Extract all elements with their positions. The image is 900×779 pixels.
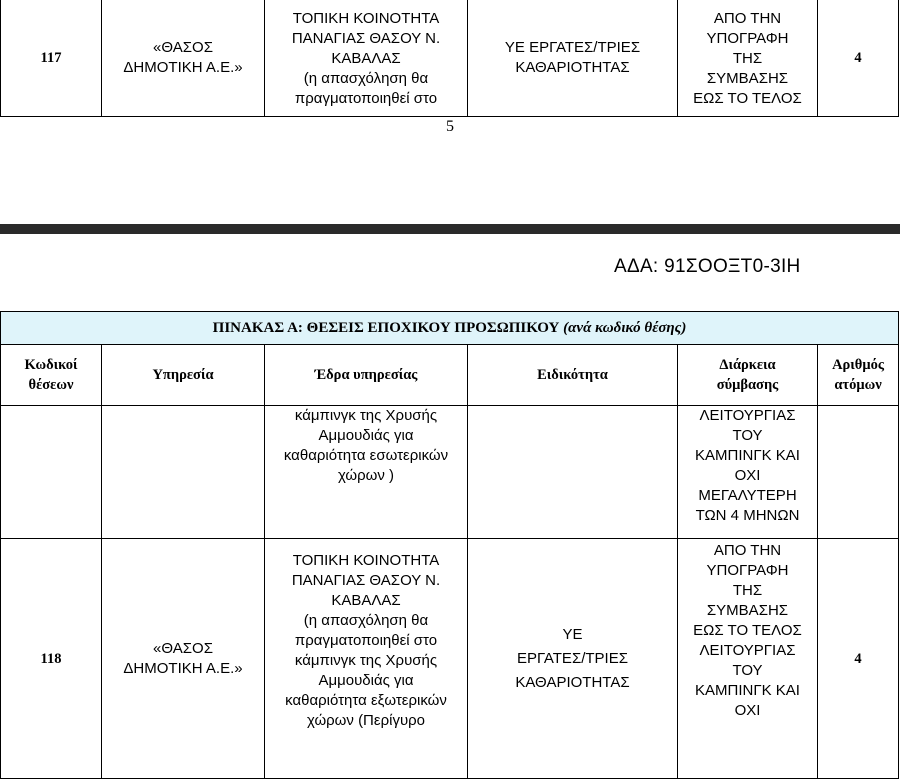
header-count: Αριθμός ατόμων bbox=[818, 345, 899, 406]
previous-page-table bbox=[0, 0, 899, 117]
ada-label: ΑΔΑ: 91ΣΟΟΞΤ0-3ΙΗ bbox=[614, 256, 801, 277]
position-code: 117 bbox=[1, 0, 102, 117]
specialty-cell bbox=[468, 406, 678, 539]
table-row bbox=[1, 406, 899, 539]
table-caption-row bbox=[1, 312, 899, 345]
table-row bbox=[1, 539, 899, 779]
seat-cell: κάμπινγκ της Χρυσής Αμμουδιάς για καθαριότητα εσωτερικών χώρων ) bbox=[265, 406, 468, 539]
table-row bbox=[1, 0, 899, 117]
header-service: Υπηρεσία bbox=[102, 345, 265, 406]
seat-cell: ΤΟΠΙΚΗ ΚΟΙΝΟΤΗΤΑ ΠΑΝΑΓΙΑΣ ΘΑΣΟΥ Ν. ΚΑΒΑΛΑΣ (η απασχόληση θα πραγματοποιηθεί στο bbox=[265, 0, 468, 117]
duration-cell: ΑΠΟ ΤΗΝ ΥΠΟΓΡΑΦΗ ΤΗΣ ΣΥΜΒΑΣΗΣ ΕΩΣ ΤΟ ΤΕΛΟΣ bbox=[678, 0, 818, 117]
specialty-cell: ΥΕ ΕΡΓΑΤΕΣ/ΤΡΙΕΣ ΚΑΘΑΡΙΟΤΗΤΑΣ bbox=[468, 0, 678, 117]
table-caption: ΠΙΝΑΚΑΣ Α: ΘΕΣΕΙΣ ΕΠΟΧΙΚΟΥ ΠΡΟΣΩΠΙΚΟΥ (ανά κωδικό θέσης) bbox=[1, 312, 899, 345]
header-duration: Διάρκεια σύμβασης bbox=[678, 345, 818, 406]
duration-cell: ΑΠΟ ΤΗΝ ΥΠΟΓΡΑΦΗ ΤΗΣ ΣΥΜΒΑΣΗΣ ΕΩΣ ΤΟ ΤΕΛΟΣ ΛΕΙΤΟΥΡΓΙΑΣ ΤΟΥ ΚΑΜΠΙΝΓΚ ΚΑΙ ΟΧΙ bbox=[678, 539, 818, 779]
header-code: Κωδικοί θέσεων bbox=[1, 345, 102, 406]
position-code bbox=[1, 406, 102, 539]
service-cell: «ΘΑΣΟΣ ΔΗΜΟΤΙΚΗ Α.Ε.» bbox=[102, 0, 265, 117]
count-cell: 4 bbox=[818, 0, 899, 117]
seat-cell: ΤΟΠΙΚΗ ΚΟΙΝΟΤΗΤΑ ΠΑΝΑΓΙΑΣ ΘΑΣΟΥ Ν. ΚΑΒΑΛΑΣ (η απασχόληση θα πραγματοποιηθεί στο κάμπινγκ της Χρυσής Αμμουδιάς για καθαριότητα εξωτερικών χώρων (Περίγυρο bbox=[265, 539, 468, 779]
page-divider bbox=[0, 224, 900, 234]
count-cell bbox=[818, 406, 899, 539]
duration-cell: ΛΕΙΤΟΥΡΓΙΑΣ ΤΟΥ ΚΑΜΠΙΝΓΚ ΚΑΙ ΟΧΙ ΜΕΓΑΛΥΤΕΡΗ ΤΩΝ 4 ΜΗΝΩΝ bbox=[678, 406, 818, 539]
header-seat: Έδρα υπηρεσίας bbox=[265, 345, 468, 406]
position-code: 118 bbox=[1, 539, 102, 779]
service-cell bbox=[102, 406, 265, 539]
service-cell: «ΘΑΣΟΣ ΔΗΜΟΤΙΚΗ Α.Ε.» bbox=[102, 539, 265, 779]
table-header-row bbox=[1, 345, 899, 406]
specialty-cell: ΥΕ ΕΡΓΑΤΕΣ/ΤΡΙΕΣ ΚΑΘΑΡΙΟΤΗΤΑΣ bbox=[468, 539, 678, 779]
page-number: 5 bbox=[446, 118, 454, 135]
positions-table bbox=[0, 311, 899, 779]
count-cell: 4 bbox=[818, 539, 899, 779]
header-specialty: Ειδικότητα bbox=[468, 345, 678, 406]
